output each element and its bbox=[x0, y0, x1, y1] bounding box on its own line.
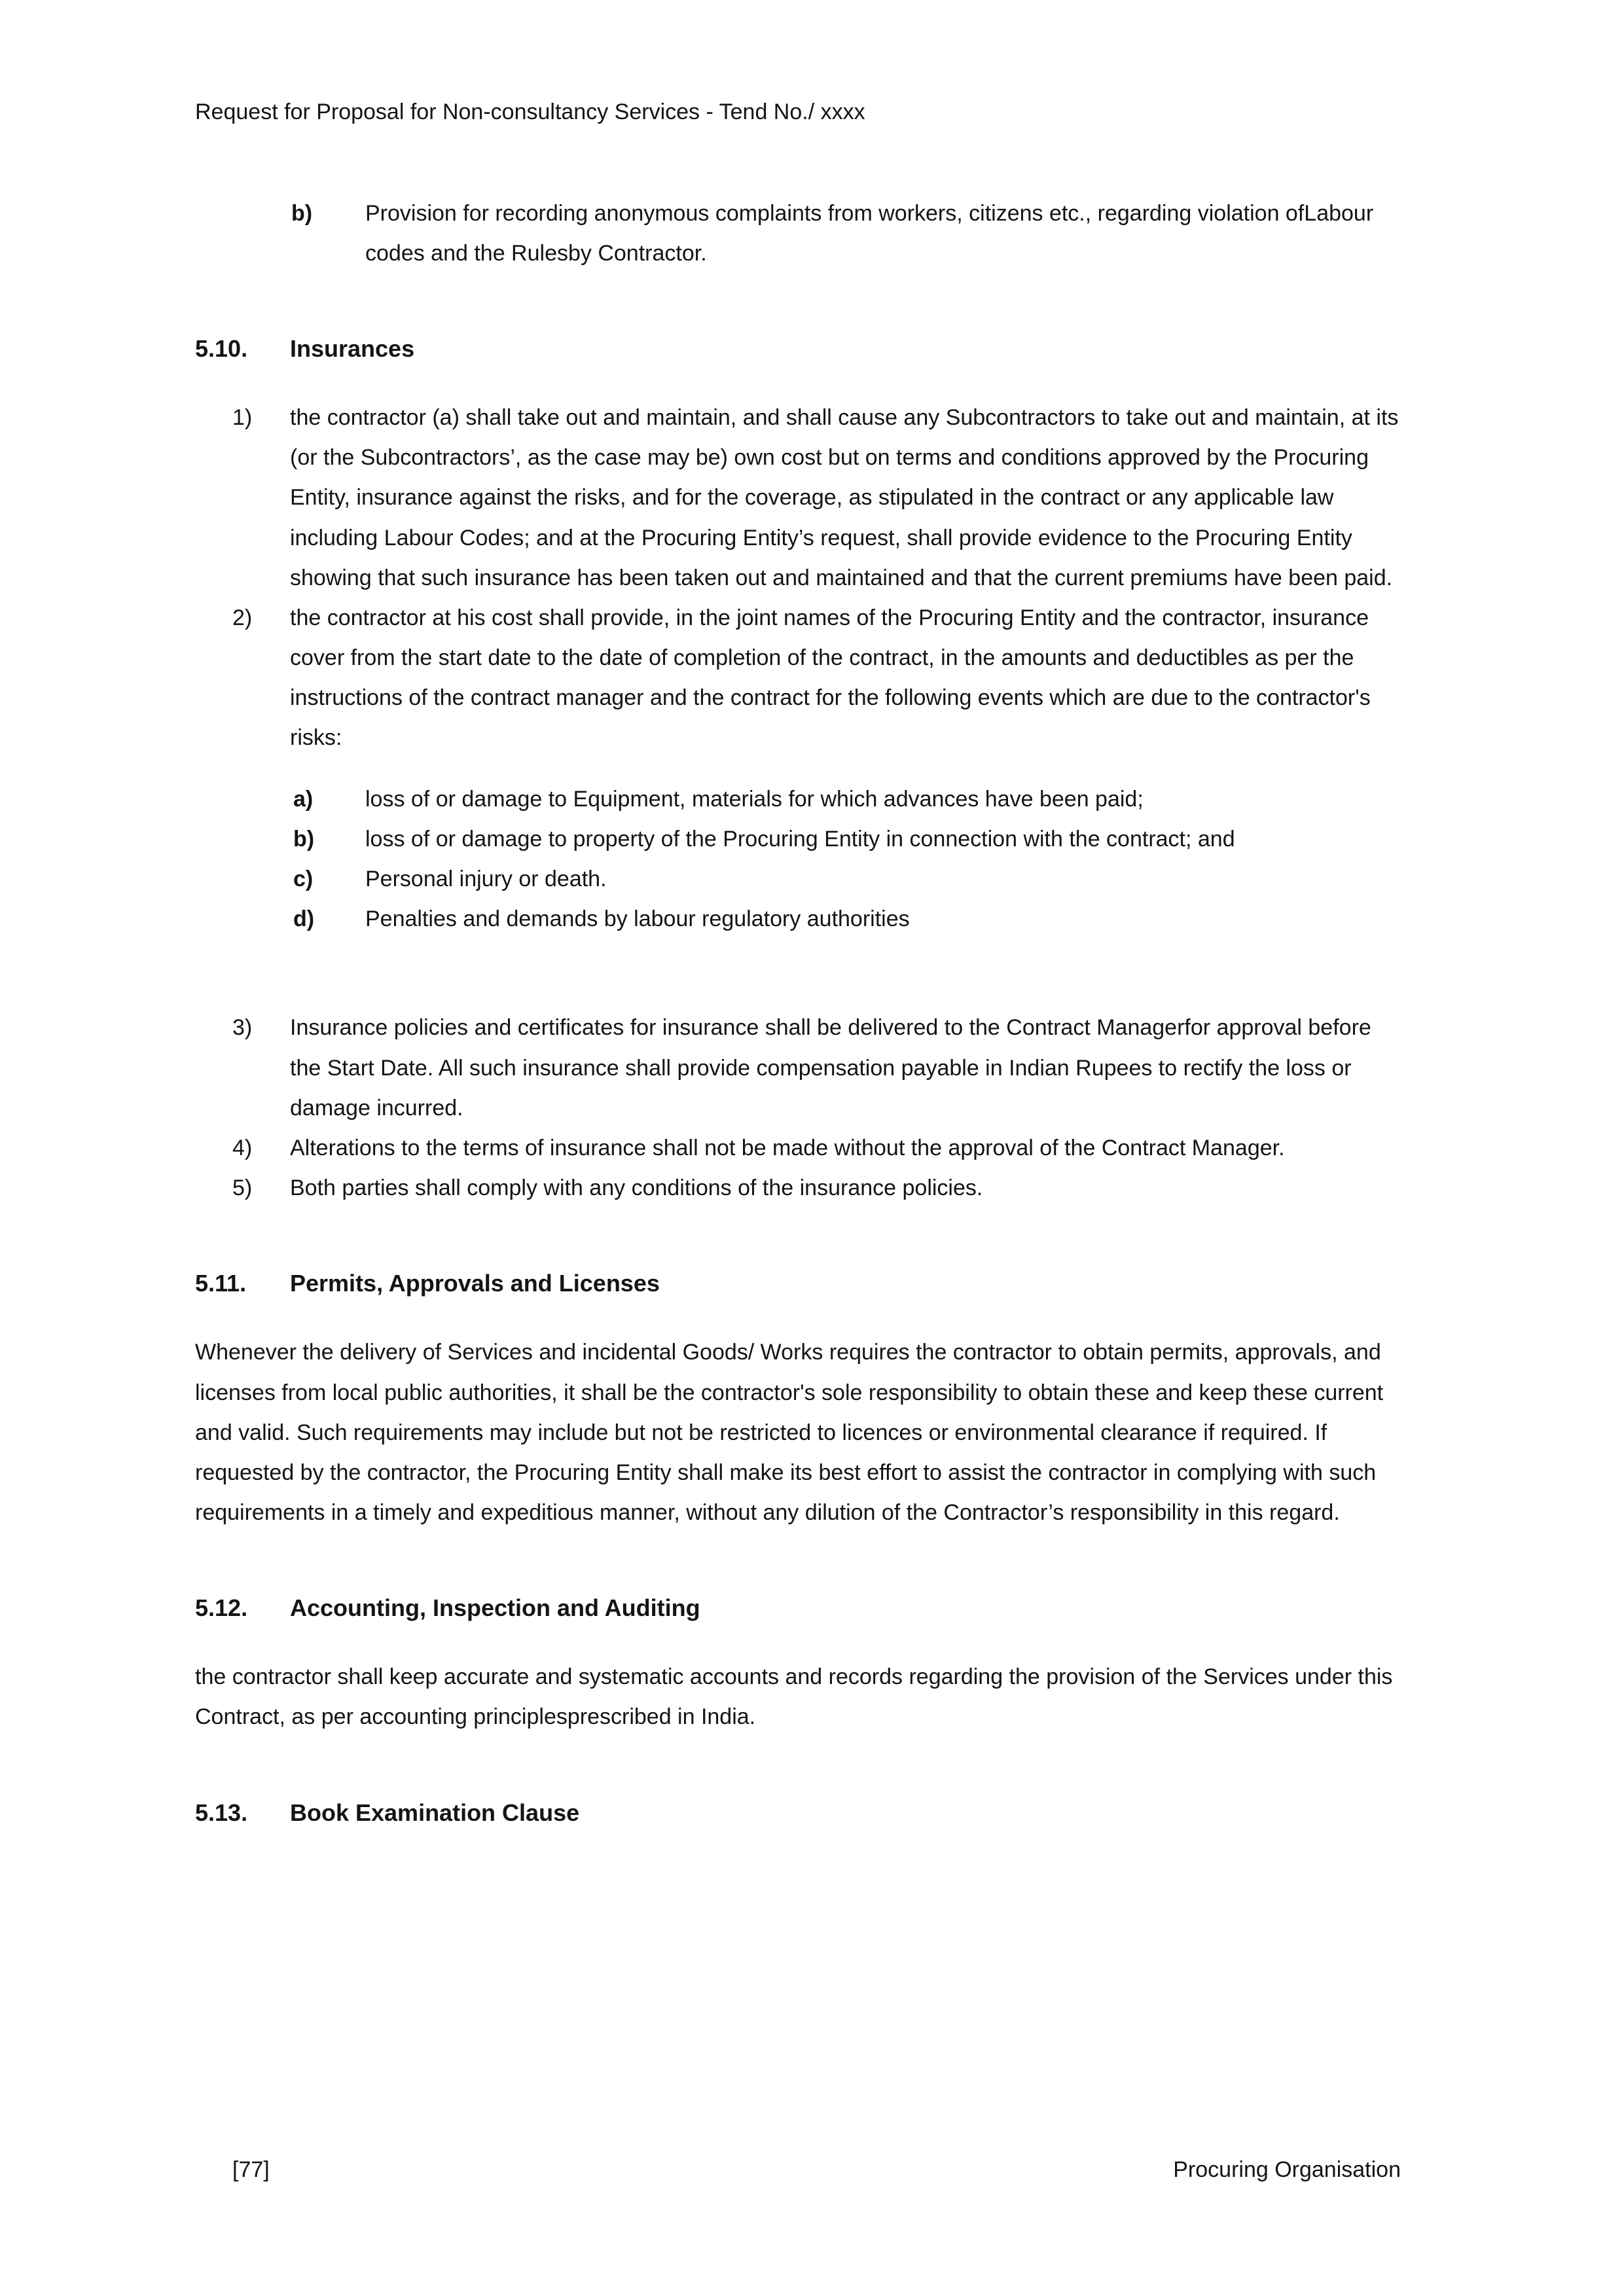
list-item bbox=[195, 1008, 1401, 1128]
list-text: the contractor at his cost shall provide, in the joint names of the Procuring Entity and the contractor, insurance cover from the start date to the date of completion of the contract, in the amounts and deductibles as per the instructions of the contract manager and the contract for the following events which are due to the contractor's risks: bbox=[290, 605, 1371, 751]
list-marker: 4) bbox=[232, 1135, 253, 1160]
list-marker: 2) bbox=[232, 605, 253, 630]
list-text: loss of or damage to property of the Procuring Entity in connection with the contract; and bbox=[365, 826, 1235, 852]
section-title: Accounting, Inspection and Auditing bbox=[290, 1594, 700, 1622]
list-text: loss of or damage to Equipment, materials for which advances have been paid; bbox=[365, 786, 1144, 812]
section-number: 5.12. bbox=[195, 1594, 248, 1622]
list-text: Insurance policies and certificates for insurance shall be delivered to the Contract Managerfor approval before the Start Date. All such insurance shall provide compensation payable in Indian Rupees to rectify the loss or damage incurred. bbox=[290, 1015, 1371, 1121]
document-header: Request for Proposal for Non-consultancy Services - Tend No./ xxxx bbox=[195, 99, 865, 124]
list-marker: a) bbox=[293, 786, 314, 812]
section-heading-5-13 bbox=[195, 1795, 1401, 1831]
list-text: Personal injury or death. bbox=[365, 867, 607, 892]
list-text: the contractor (a) shall take out and maintain, and shall cause any Subcontractors to take out and maintain, at its (or the Subcontractors’, as the case may be) own cost but on terms and conditions approved by the Procuring Entity, insurance against the risks, and for the coverage, as stipulated in the contract or any applicable law including Labour Codes; and at the Procuring Entity’s request, shall provide evidence to the Procuring Entity showing that such insurance has been taken out and maintained and that the current premiums have been paid. bbox=[290, 404, 1399, 590]
section-body-5-11: Whenever the delivery of Services and incidental Goods/ Works requires the contractor to obtain permits, approvals, and licenses from local public authorities, it shall be the contractor's sole responsibility to obtain these and keep these current and valid. Such requirements may include but not be restricted to licences or environmental clearance if required. If requested by the contractor, the Procuring Entity shall make its best effort to assist the contractor in complying with such requirements in a timely and expeditious manner, without any dilution of the Contractor’s responsibility in this regard. bbox=[195, 1340, 1384, 1526]
section-heading-5-12 bbox=[195, 1590, 1401, 1626]
page-number: [77] bbox=[232, 2157, 270, 2183]
section-title: Insurances bbox=[290, 334, 415, 362]
list-item-b bbox=[195, 194, 1401, 274]
list-item bbox=[195, 598, 1401, 759]
section-number: 5.10. bbox=[195, 334, 248, 362]
section-heading-5-10 bbox=[195, 331, 1401, 367]
section-heading-5-11 bbox=[195, 1266, 1401, 1301]
list-text: Penalties and demands by labour regulatory authorities bbox=[365, 906, 910, 932]
list-text: Alterations to the terms of insurance shall not be made without the approval of the Contract Manager. bbox=[290, 1135, 1285, 1160]
section-body-5-12: the contractor shall keep accurate and systematic accounts and records regarding the provision of the Services under this Contract, as per accounting principlesprescribed in India. bbox=[195, 1664, 1393, 1730]
list-item bbox=[195, 819, 1401, 859]
footer-organisation: Procuring Organisation bbox=[1173, 2157, 1401, 2183]
lettered-sublist bbox=[195, 780, 1401, 940]
list-text: Both parties shall comply with any conditions of the insurance policies. bbox=[290, 1175, 983, 1201]
list-marker: b) bbox=[293, 826, 315, 852]
list-marker: 5) bbox=[232, 1175, 253, 1201]
list-marker: c) bbox=[293, 867, 314, 892]
list-item bbox=[195, 780, 1401, 819]
section-number: 5.11. bbox=[195, 1270, 247, 1297]
list-text: Provision for recording anonymous complaints from workers, citizens etc., regarding violation ofLabour codes and the Rulesby Contractor. bbox=[365, 200, 1374, 266]
list-item bbox=[195, 1168, 1401, 1208]
page-footer bbox=[195, 2155, 1401, 2186]
list-marker: 3) bbox=[232, 1015, 253, 1041]
list-item bbox=[195, 859, 1401, 899]
list-marker: 1) bbox=[232, 404, 253, 430]
list-marker: b) bbox=[291, 200, 313, 226]
numbered-list-insurances bbox=[195, 398, 1401, 1208]
list-item bbox=[195, 398, 1401, 598]
section-title: Book Examination Clause bbox=[290, 1799, 580, 1826]
section-number: 5.13. bbox=[195, 1799, 248, 1826]
list-item bbox=[195, 899, 1401, 939]
list-item bbox=[195, 1128, 1401, 1168]
list-marker: d) bbox=[293, 906, 315, 932]
section-title: Permits, Approvals and Licenses bbox=[290, 1270, 660, 1297]
